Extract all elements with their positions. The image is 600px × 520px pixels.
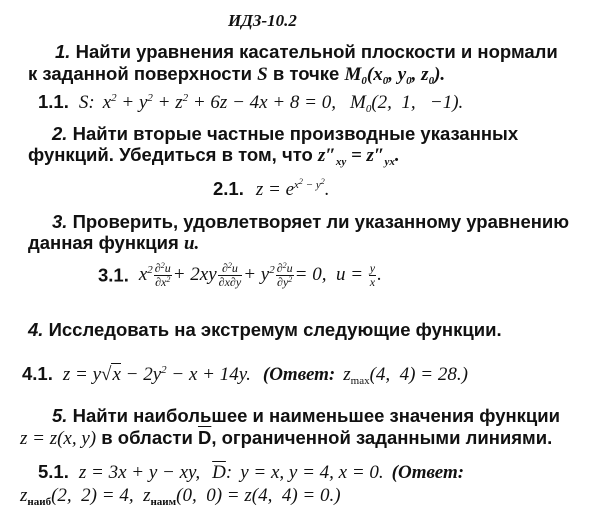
task1-line1: 1. Найти уравнения касательной плоскости и нормали: [55, 41, 558, 62]
task3-line2: данная функция u.: [28, 232, 200, 254]
task5-function: z = z(x, y): [20, 428, 97, 449]
task2-line2: функций. Убедиться в том, что $z''_{xy} = z''_{yx}$.: [28, 144, 400, 168]
task5-line1: 5. Найти наибольшее и наименьшее значения функции: [52, 405, 561, 426]
task5-line2: z = z(x, y) в области $\overline{D}$, ограниченной заданными линиями.: [20, 427, 553, 449]
ex1-point: $M_0(2$, 1, −1).: [349, 92, 464, 115]
task1-point: $M_0(x_0$, $y_0$, $z_0$).: [344, 64, 446, 87]
example-5-1: 5.1. z = 3x + y − xy, $\overline{D}$: y = x, y = 4, x = 0. (Ответ:: [38, 461, 465, 483]
ex5-answer: $z_{наиб}(2$, 2) = 4, $z_{наим}(0$, 0) = z(4, 4) = 0.): [20, 485, 341, 508]
task3-line1: 3. Проверить, удовлетворяет ли указанному уравнению: [52, 211, 570, 232]
task4-line1: 4. Исследовать на экстремум следующие функции.: [28, 319, 502, 340]
ex4-formula: $z = y√x - 2y^2 - x + 14y$.: [62, 364, 251, 385]
task1-number: 1.: [55, 41, 71, 62]
example-3-1: 3.1. $x^2$ $\frac{\partial^2u}{\partial x^2}$ + 2xy $\frac{\partial^2u}{\partial x\partial y}$ + $y^2$ $\frac{\partial^2u}{\partial y^2}$ = 0, u = $\frac{y}{x}$ .: [98, 261, 382, 289]
ex1-equation: $x^2 + y^2 + z^2 + 6z - 4x + 8 = 0$,: [102, 92, 336, 113]
ex3-formula: $x^2$ $\frac{\partial^2u}{\partial x^2}$ + 2xy $\frac{\partial^2u}{\partial x\partial y}$ + $y^2$ $\frac{\partial^2u}{\partial y^2}$ = 0, u = $\frac{y}{x}$ .: [138, 261, 382, 289]
example-1-1: 1.1. S: $x^2 + y^2 + z^2 + 6z - 4x + 8 = 0$, $M_0(2$, 1, −1).: [38, 91, 464, 115]
example-4-1: 4.1. $z = y√x - 2y^2 - x + 14y$. (Ответ: $z_{max}(4$, 4) = 28.): [22, 363, 468, 387]
ex4-answer: $z_{max}(4$, 4) = 28.): [343, 364, 468, 387]
task2-line1: 2. Найти вторые частные производные указанных: [52, 123, 519, 144]
task5-region: $\overline{D}$: [197, 427, 212, 448]
doc-title: ИДЗ-10.2: [228, 11, 297, 30]
ex2-formula: $z = e^{x^2 - y^2}$.: [255, 177, 330, 200]
task1-line2: к заданной поверхности S в точке $M_0(x_0$, $y_0$, $z_0$).: [28, 63, 446, 87]
example-2-1: 2.1. $z = e^{x^2 - y^2}$.: [213, 177, 330, 200]
task2-mixed-derivatives: $z''_{xy} = z''_{yx}$.: [317, 145, 400, 168]
ex5-region: $\overline{D}$:: [212, 462, 233, 483]
